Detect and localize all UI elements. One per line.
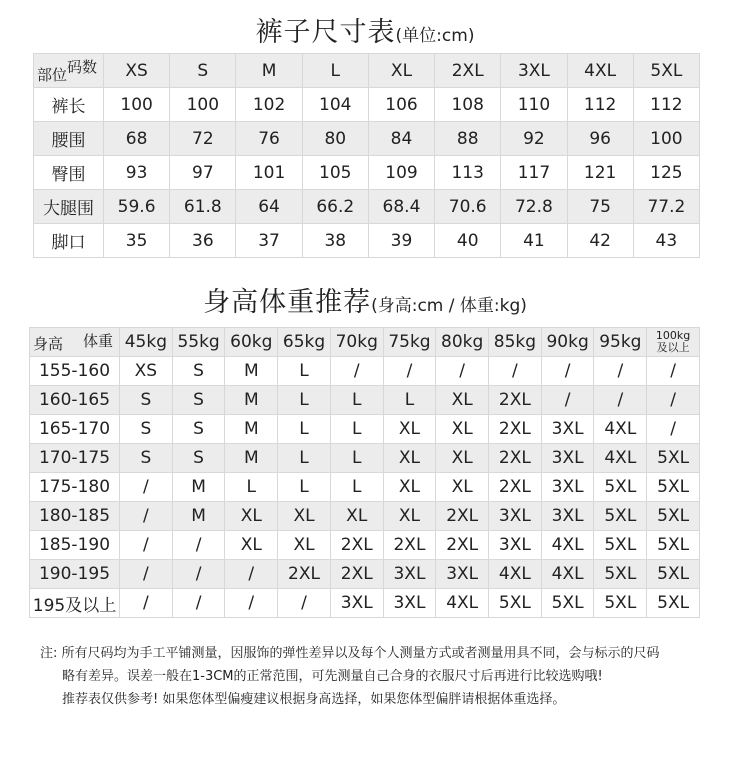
rec-cell: S	[120, 386, 173, 415]
rec-cell: M	[225, 357, 278, 386]
rec-cell: 4XL	[541, 531, 594, 560]
rec-cell: 5XL	[647, 531, 700, 560]
rec-table-row	[30, 386, 700, 415]
rec-column-header: 75kg	[383, 328, 436, 357]
rec-row-label: 165-170	[30, 415, 120, 444]
size-cell: 40	[435, 224, 501, 258]
rec-cell: /	[278, 589, 331, 618]
size-chart-title	[0, 10, 730, 49]
size-cell: 100	[633, 122, 699, 156]
size-column-header: 3XL	[501, 54, 567, 88]
size-cell: 77.2	[633, 190, 699, 224]
size-cell: 68.4	[368, 190, 434, 224]
rec-cell: 3XL	[541, 473, 594, 502]
rec-cell: /	[647, 386, 700, 415]
rec-row-label: 155-160	[30, 357, 120, 386]
rec-cell: 2XL	[330, 531, 383, 560]
rec-cell: /	[120, 502, 173, 531]
rec-row-label: 160-165	[30, 386, 120, 415]
rec-cell: 3XL	[489, 502, 542, 531]
size-row-label: 大腿围	[34, 190, 104, 224]
rec-cell: L	[278, 415, 331, 444]
rec-cell: 5XL	[594, 473, 647, 502]
rec-cell: 2XL	[383, 531, 436, 560]
rec-cell: /	[541, 357, 594, 386]
rec-cell: 4XL	[594, 415, 647, 444]
rec-cell: 5XL	[594, 531, 647, 560]
rec-column-header: 80kg	[436, 328, 489, 357]
rec-table-row	[30, 531, 700, 560]
rec-cell: /	[120, 560, 173, 589]
size-cell: 70.6	[435, 190, 501, 224]
rec-cell: /	[594, 386, 647, 415]
rec-cell: /	[120, 589, 173, 618]
rec-cell: 2XL	[278, 560, 331, 589]
size-cell: 112	[567, 88, 633, 122]
rec-column-header: 85kg	[489, 328, 542, 357]
rec-table-row	[30, 357, 700, 386]
rec-cell: S	[172, 415, 225, 444]
size-table-row	[34, 88, 700, 122]
rec-cell: 5XL	[489, 589, 542, 618]
recommend-unit: (身高:cm / 体重:kg)	[371, 296, 527, 316]
rec-row-label: 175-180	[30, 473, 120, 502]
rec-table-row	[30, 589, 700, 618]
rec-cell: XS	[120, 357, 173, 386]
rec-cell: XL	[436, 444, 489, 473]
size-row-label: 裤长	[34, 88, 104, 122]
size-column-header: 4XL	[567, 54, 633, 88]
corner-height-label: 身高	[33, 335, 64, 353]
size-cell: 72.8	[501, 190, 567, 224]
rec-cell: /	[541, 386, 594, 415]
rec-cell: 2XL	[330, 560, 383, 589]
rec-col-100kg-line1: 100kg	[655, 329, 691, 342]
rec-cell: 4XL	[594, 444, 647, 473]
rec-cell: 3XL	[330, 589, 383, 618]
rec-cell: /	[383, 357, 436, 386]
rec-cell: S	[172, 357, 225, 386]
rec-row-label: 180-185	[30, 502, 120, 531]
rec-cell: 3XL	[541, 415, 594, 444]
rec-cell: L	[225, 473, 278, 502]
rec-cell: L	[330, 473, 383, 502]
rec-cell: /	[172, 560, 225, 589]
rec-row-label: 170-175	[30, 444, 120, 473]
rec-cell: 2XL	[489, 444, 542, 473]
rec-cell: XL	[436, 386, 489, 415]
rec-cell: XL	[383, 473, 436, 502]
rec-column-header: 45kg	[120, 328, 173, 357]
rec-cell: 3XL	[541, 444, 594, 473]
rec-table-row	[30, 473, 700, 502]
rec-cell: M	[225, 415, 278, 444]
size-chart-title-text: 裤子尺寸表	[255, 17, 396, 48]
rec-cell: XL	[383, 502, 436, 531]
rec-cell: M	[172, 502, 225, 531]
rec-column-header: 60kg	[225, 328, 278, 357]
rec-column-header: 55kg	[172, 328, 225, 357]
recommend-table	[29, 327, 700, 618]
rec-cell: 3XL	[436, 560, 489, 589]
rec-cell: L	[278, 444, 331, 473]
size-cell: 113	[435, 156, 501, 190]
rec-cell: /	[172, 531, 225, 560]
size-cell: 109	[368, 156, 434, 190]
rec-cell: XL	[225, 531, 278, 560]
rec-header-row	[30, 328, 700, 357]
size-cell: 97	[170, 156, 236, 190]
rec-cell: XL	[436, 473, 489, 502]
rec-cell: 5XL	[594, 502, 647, 531]
note-line-1: 注: 所有尺码均为手工平铺测量，因服饰的弹性差异以及每个人测量方式或者测量用具不同，会与标示的尺码	[40, 646, 660, 661]
rec-table-row	[30, 415, 700, 444]
rec-cell: 4XL	[489, 560, 542, 589]
rec-cell: 2XL	[489, 473, 542, 502]
rec-column-header: 70kg	[330, 328, 383, 357]
rec-cell: 5XL	[647, 502, 700, 531]
size-cell: 76	[236, 122, 302, 156]
size-cell: 96	[567, 122, 633, 156]
size-cell: 42	[567, 224, 633, 258]
size-cell: 43	[633, 224, 699, 258]
rec-cell: M	[172, 473, 225, 502]
size-cell: 84	[368, 122, 434, 156]
rec-column-header: 95kg	[594, 328, 647, 357]
size-cell: 100	[104, 88, 170, 122]
size-cell: 64	[236, 190, 302, 224]
rec-cell: 3XL	[541, 502, 594, 531]
size-header-row	[34, 54, 700, 88]
rec-cell: /	[120, 473, 173, 502]
rec-cell: XL	[383, 444, 436, 473]
rec-column-header: 90kg	[541, 328, 594, 357]
rec-cell: XL	[278, 502, 331, 531]
rec-cell: 2XL	[489, 386, 542, 415]
rec-cell: M	[225, 386, 278, 415]
size-cell: 35	[104, 224, 170, 258]
rec-cell: /	[225, 589, 278, 618]
note-line-3: 推荐表仅供参考! 如果您体型偏瘦建议根据身高选择，如果您体型偏胖请根据体重选择。	[62, 692, 566, 707]
rec-cell: XL	[436, 415, 489, 444]
corner-size-label: 码数	[66, 58, 97, 76]
size-chart-unit: (单位:cm)	[395, 26, 475, 46]
size-cell: 108	[435, 88, 501, 122]
size-cell: 66.2	[302, 190, 368, 224]
rec-cell: L	[278, 473, 331, 502]
rec-cell: 3XL	[383, 589, 436, 618]
size-cell: 102	[236, 88, 302, 122]
rec-cell: /	[647, 357, 700, 386]
rec-table-row	[30, 560, 700, 589]
size-table-row	[34, 156, 700, 190]
rec-cell: /	[489, 357, 542, 386]
size-row-label: 臀围	[34, 156, 104, 190]
size-column-header: 5XL	[633, 54, 699, 88]
size-column-header: XS	[104, 54, 170, 88]
size-cell: 106	[368, 88, 434, 122]
rec-row-label: 190-195	[30, 560, 120, 589]
rec-column-header-100kg	[647, 328, 700, 357]
size-cell: 93	[104, 156, 170, 190]
rec-cell: /	[225, 560, 278, 589]
size-table-row	[34, 190, 700, 224]
rec-cell: 5XL	[647, 589, 700, 618]
rec-cell: /	[172, 589, 225, 618]
rec-cell: XL	[330, 502, 383, 531]
size-cell: 88	[435, 122, 501, 156]
rec-cell: 2XL	[489, 415, 542, 444]
size-column-header: L	[302, 54, 368, 88]
rec-table-row	[30, 502, 700, 531]
size-cell: 36	[170, 224, 236, 258]
rec-col-100kg-line2: 及以上	[656, 341, 690, 354]
rec-cell: M	[225, 444, 278, 473]
size-row-label: 腰围	[34, 122, 104, 156]
rec-cell: XL	[225, 502, 278, 531]
rec-row-label: 195及以上	[30, 589, 120, 618]
size-cell: 59.6	[104, 190, 170, 224]
rec-cell: S	[120, 444, 173, 473]
size-cell: 38	[302, 224, 368, 258]
note-line-2: 略有差异。误差一般在1-3CM的正常范围，可先测量自己合身的衣服尺寸后再进行比较选购哦!	[62, 669, 603, 684]
size-column-header: 2XL	[435, 54, 501, 88]
size-cell: 101	[236, 156, 302, 190]
rec-cell: S	[120, 415, 173, 444]
size-cell: 37	[236, 224, 302, 258]
rec-table-row	[30, 444, 700, 473]
rec-cell: 4XL	[541, 560, 594, 589]
size-cell: 125	[633, 156, 699, 190]
rec-cell: /	[120, 531, 173, 560]
rec-cell: 5XL	[647, 444, 700, 473]
size-cell: 92	[501, 122, 567, 156]
size-column-header: M	[236, 54, 302, 88]
size-cell: 105	[302, 156, 368, 190]
rec-cell: L	[330, 386, 383, 415]
rec-cell: L	[330, 415, 383, 444]
size-cell: 41	[501, 224, 567, 258]
size-cell: 121	[567, 156, 633, 190]
rec-cell: XL	[383, 415, 436, 444]
rec-cell: 5XL	[541, 589, 594, 618]
size-cell: 110	[501, 88, 567, 122]
size-cell: 39	[368, 224, 434, 258]
corner-part-label: 部位	[37, 66, 68, 84]
recommend-title	[0, 280, 730, 319]
rec-cell: S	[172, 386, 225, 415]
size-cell: 112	[633, 88, 699, 122]
rec-cell: 5XL	[647, 473, 700, 502]
size-cell: 104	[302, 88, 368, 122]
rec-cell: /	[330, 357, 383, 386]
size-cell: 72	[170, 122, 236, 156]
size-column-header: S	[170, 54, 236, 88]
rec-cell: L	[383, 386, 436, 415]
rec-cell: 3XL	[383, 560, 436, 589]
rec-cell: 4XL	[436, 589, 489, 618]
rec-cell: L	[330, 444, 383, 473]
size-corner-cell	[34, 54, 104, 88]
rec-cell: XL	[278, 531, 331, 560]
rec-cell: /	[436, 357, 489, 386]
rec-cell: 5XL	[594, 560, 647, 589]
rec-row-label: 185-190	[30, 531, 120, 560]
rec-cell: /	[647, 415, 700, 444]
rec-cell: 5XL	[647, 560, 700, 589]
rec-cell: /	[594, 357, 647, 386]
notes	[40, 642, 700, 711]
size-table-row	[34, 122, 700, 156]
size-cell: 80	[302, 122, 368, 156]
rec-cell: 3XL	[489, 531, 542, 560]
rec-cell: L	[278, 357, 331, 386]
size-column-header: XL	[368, 54, 434, 88]
rec-cell: L	[278, 386, 331, 415]
rec-cell: S	[172, 444, 225, 473]
rec-corner-cell	[30, 328, 120, 357]
recommend-title-text: 身高体重推荐	[203, 287, 372, 318]
size-chart-table	[33, 53, 700, 258]
size-row-label: 脚口	[34, 224, 104, 258]
rec-cell: 2XL	[436, 502, 489, 531]
size-table-row	[34, 224, 700, 258]
rec-cell: 2XL	[436, 531, 489, 560]
size-cell: 75	[567, 190, 633, 224]
size-cell: 100	[170, 88, 236, 122]
rec-column-header: 65kg	[278, 328, 331, 357]
size-cell: 61.8	[170, 190, 236, 224]
size-cell: 117	[501, 156, 567, 190]
size-cell: 68	[104, 122, 170, 156]
corner-weight-label: 体重	[82, 332, 113, 350]
rec-cell: 5XL	[594, 589, 647, 618]
